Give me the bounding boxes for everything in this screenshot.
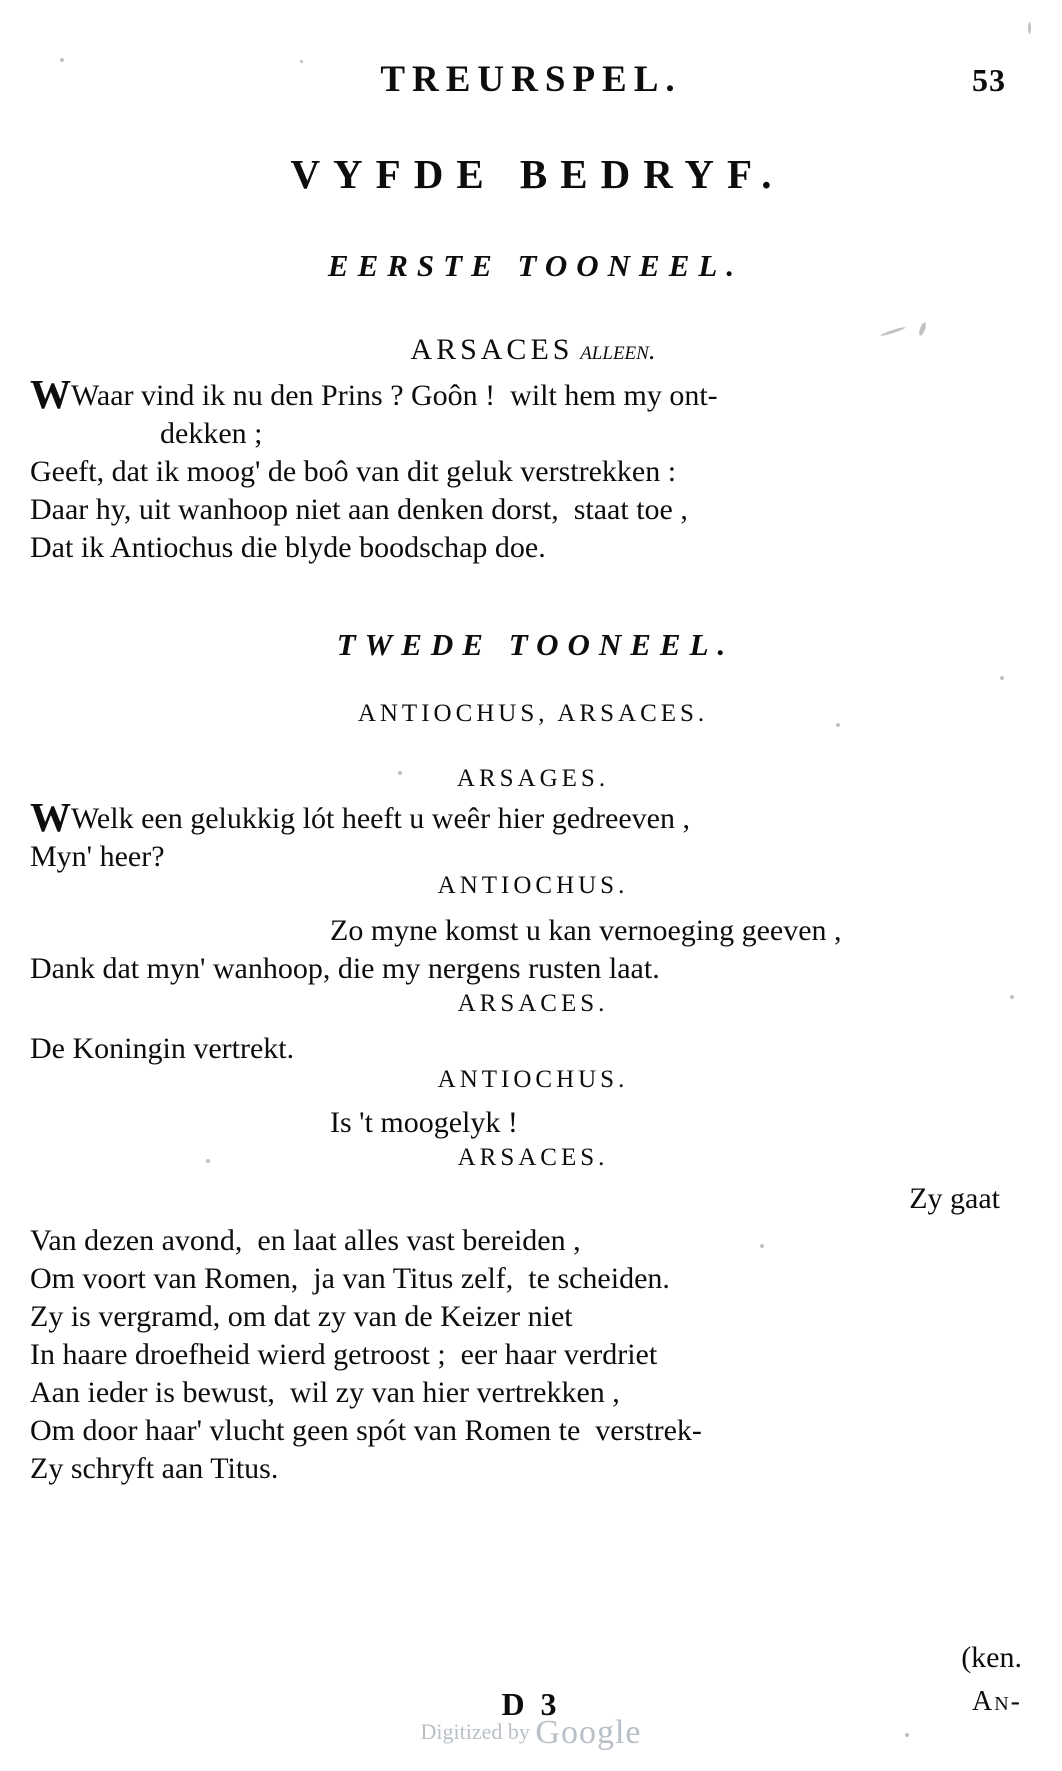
stage-direction-alleen: alleen. <box>573 335 656 365</box>
speaker-arsaces-2: ARSACES. <box>457 990 609 1017</box>
verse-line: De Koningin vertrekt. <box>30 1032 295 1065</box>
scan-speck <box>398 771 402 775</box>
watermark-brand: Google <box>535 1714 642 1751</box>
scan-speck <box>206 1159 210 1163</box>
scan-speck <box>760 1244 764 1248</box>
verse-block-arsages <box>30 794 1030 876</box>
verse-line: Dank dat myn' wanhoop, die my nergens rusten laat. <box>30 952 660 985</box>
scan-speck <box>300 60 303 63</box>
verse-line: Om door haar' vlucht geen spót van Romen te verstrek- <box>30 1414 702 1447</box>
page-number: 53 <box>972 62 1006 98</box>
verse-block-antiochus-2 <box>30 1104 1030 1142</box>
verse-line: Zy is vergramd, om dat zy van de Keizer niet <box>30 1300 573 1333</box>
scan-speck <box>60 58 64 62</box>
digitization-watermark <box>0 1714 1062 1752</box>
scan-speck <box>905 1733 909 1737</box>
scan-speck <box>1028 22 1031 34</box>
act-title: VYFDE BEDRYF. <box>290 151 785 197</box>
sheet-signature: D 3 <box>501 1686 561 1722</box>
verse-block-scene-1 <box>30 371 1030 567</box>
speaker-antiochus-2: ANTIOCHUS. <box>437 1066 629 1093</box>
verse-line: Van dezen avond, en laat alles vast bereiden , <box>30 1224 581 1257</box>
verse-block-antiochus-1 <box>30 912 1030 988</box>
speaker-arsages: ARSAGES. <box>456 765 610 792</box>
dramatis-personae-line: ANTIOCHUS, ARSACES. <box>357 700 709 727</box>
verse-line: WWelk een gelukkig lót heeft u weêr hier gedreeven , <box>30 794 690 840</box>
speaker-name: ARSACES <box>410 333 574 366</box>
verse-line: dekken ; <box>160 417 263 450</box>
verse-line: Aan ieder is bewust, wil zy van hier vertrekken , <box>30 1376 620 1409</box>
scan-speck <box>1010 995 1014 999</box>
scene-heading-2: TWEDE TOONEEL. <box>336 627 735 662</box>
running-head: TREURSPEL. <box>380 59 682 100</box>
turnover-word: (ken. <box>961 1641 1022 1674</box>
speaker-arsaces-alleen <box>0 333 1062 367</box>
verse-line: Om voort van Romen, ja van Titus zelf, te scheiden. <box>30 1262 670 1295</box>
verse-block-arsaces-2 <box>30 1030 1030 1068</box>
scan-speck <box>836 723 840 727</box>
verse-line: Daar hy, uit wanhoop niet aan denken dorst, staat toe , <box>30 493 688 526</box>
verse-line: Is 't moogelyk ! <box>330 1106 518 1139</box>
verse-line-text: Waar vind ik nu den Prins ? Goôn ! wilt hem my ont- <box>71 379 718 412</box>
verse-line: WWaar vind ik nu den Prins ? Goôn ! wilt hem my ont- <box>30 371 718 417</box>
speaker-antiochus-1: ANTIOCHUS. <box>437 872 629 899</box>
verse-line-text: Welk een gelukkig lót heeft u weêr hier gedreeven , <box>71 802 690 835</box>
catchword: An- <box>972 1686 1022 1717</box>
verse-line: Zo myne komst u kan vernoeging geeven , <box>330 914 842 947</box>
verse-line: Zy schryft aan Titus. <box>30 1452 279 1485</box>
verse-line: Myn' heer? <box>30 840 165 873</box>
scan-speck <box>1000 676 1004 680</box>
verse-line: Geeft, dat ik moog' de boô van dit geluk verstrekken : <box>30 455 677 488</box>
scene-heading-1: EERSTE TOONEEL. <box>327 248 744 283</box>
watermark-prefix: Digitized by <box>420 1719 536 1744</box>
verse-line: In haare droefheid wierd getroost ; eer haar verdriet <box>30 1338 658 1371</box>
speaker-arsaces-3: ARSACES. <box>457 1144 609 1171</box>
verse-block-arsaces-3 <box>30 1222 1030 1488</box>
verse-line: Dat ik Antiochus die blyde boodschap doe. <box>30 531 546 564</box>
stage-direction-zy-gaat: Zy gaat <box>909 1182 1000 1215</box>
